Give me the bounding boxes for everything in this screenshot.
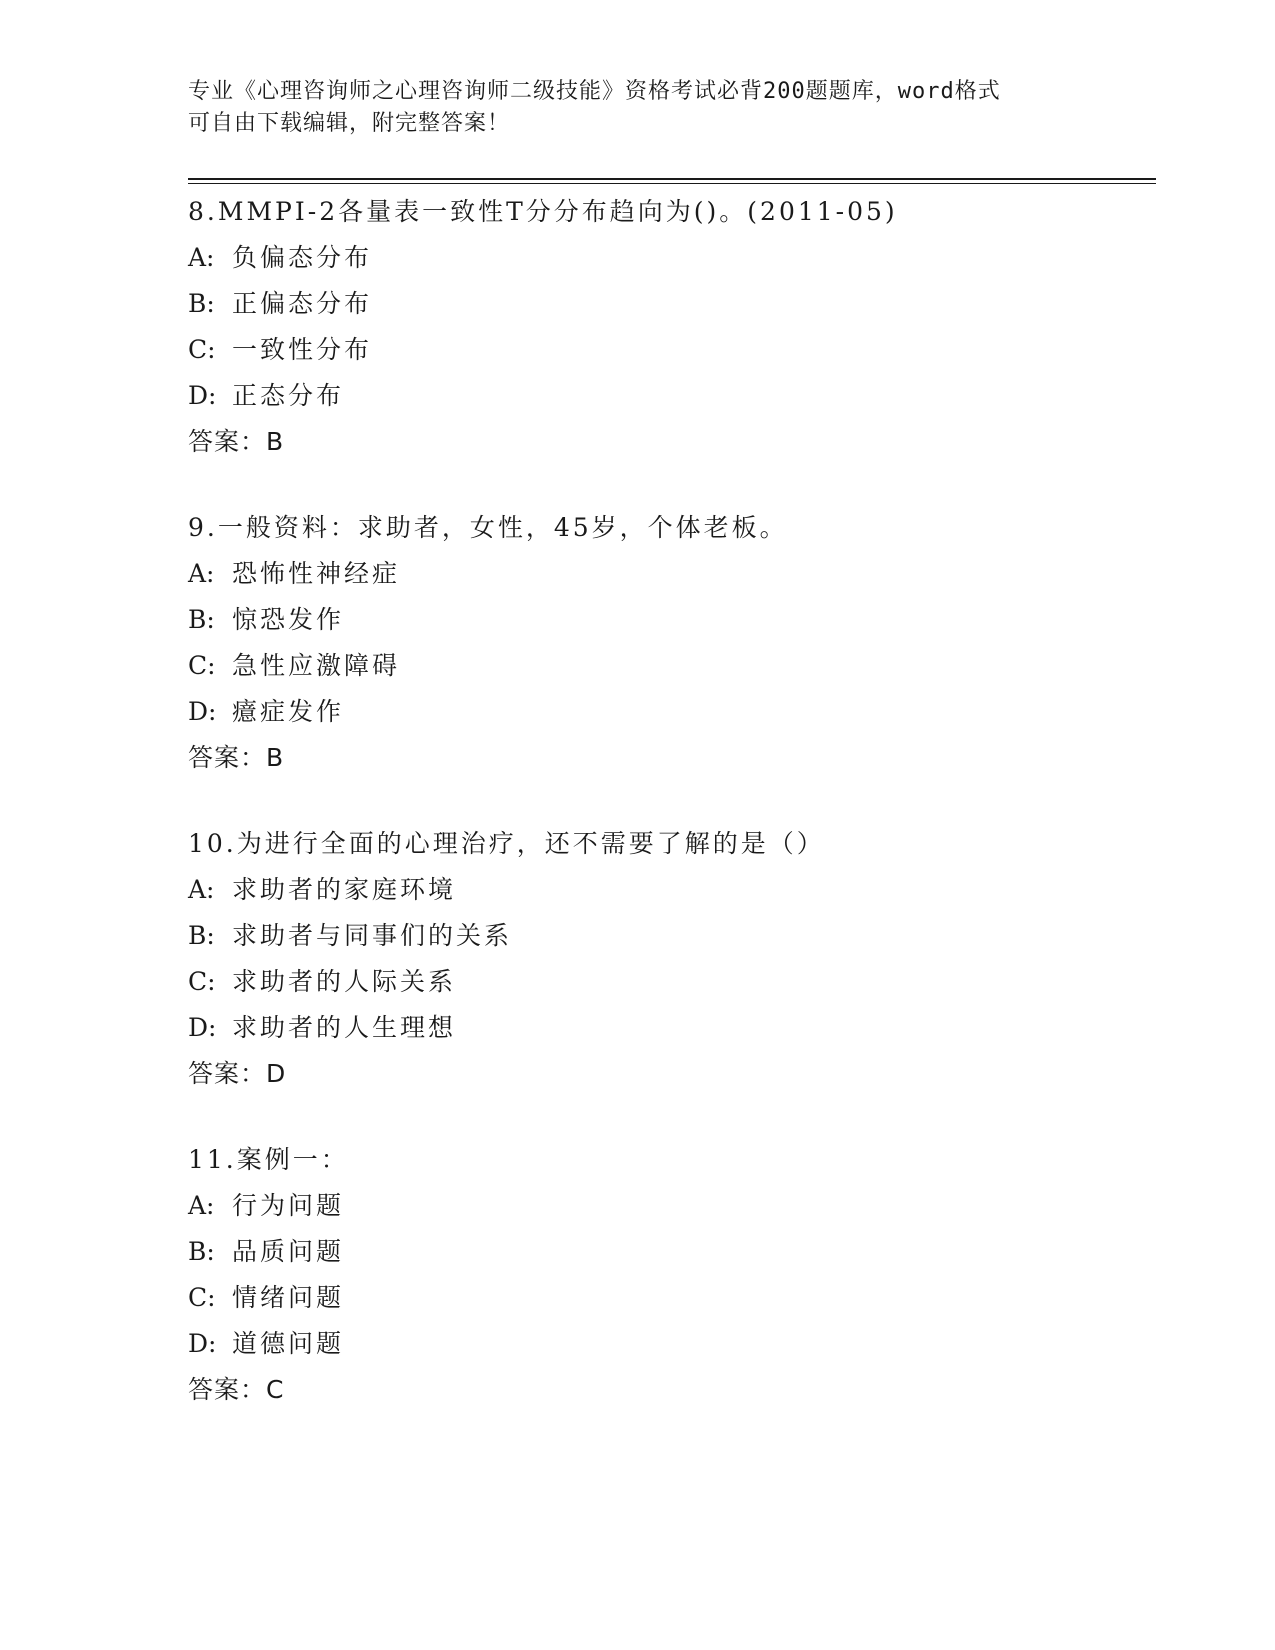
question-9 [188, 505, 1148, 781]
option-text: 求助者的人生理想 [232, 1013, 457, 1042]
option-b [188, 281, 1148, 327]
option-key: D: [188, 381, 217, 410]
option-key: D: [188, 697, 217, 726]
answer-line: 答案：C [188, 1375, 285, 1404]
option-key: D: [188, 1013, 217, 1042]
option-key: A: [188, 875, 215, 904]
option-key: C: [188, 1283, 216, 1312]
option-text: 行为问题 [232, 1191, 345, 1220]
option-text: 求助者的家庭环境 [232, 875, 457, 904]
option-key: A: [188, 1191, 215, 1220]
question-10 [188, 821, 1148, 1097]
option-text: 恐怖性神经症 [232, 559, 401, 588]
option-text: 一致性分布 [232, 335, 373, 364]
option-key: C: [188, 967, 216, 996]
answer-line: 答案：D [188, 1059, 287, 1088]
option-key: C: [188, 651, 216, 680]
option-text: 求助者与同事们的关系 [232, 921, 513, 950]
header-line-2: 可自由下载编辑，附完整答案！ [188, 111, 511, 136]
option-text: 负偏态分布 [232, 243, 373, 272]
option-key: D: [188, 1329, 217, 1358]
header-divider-thin [188, 183, 1156, 184]
option-text: 急性应激障碍 [232, 651, 401, 680]
option-b [188, 597, 1148, 643]
question-title: 8.MMPI-2各量表一致性T分分布趋向为()。(2011-05) [188, 197, 898, 226]
option-a [188, 551, 1148, 597]
option-d [188, 1321, 1148, 1367]
header-line-1: 专业《心理咨询师之心理咨询师二级技能》资格考试必背200题题库，word格式 [188, 79, 1001, 104]
answer-line: 答案：B [188, 743, 285, 772]
document-header [188, 76, 1088, 140]
option-text: 品质问题 [232, 1237, 345, 1266]
option-c [188, 327, 1148, 373]
option-key: C: [188, 335, 216, 364]
option-a [188, 1183, 1148, 1229]
option-key: B: [188, 1237, 215, 1266]
option-b [188, 1229, 1148, 1275]
question-title: 9.一般资料：求助者，女性，45岁，个体老板。 [188, 513, 788, 542]
option-text: 求助者的人际关系 [232, 967, 457, 996]
option-key: A: [188, 559, 215, 588]
option-text: 道德问题 [232, 1329, 345, 1358]
option-key: B: [188, 921, 215, 950]
option-text: 癔症发作 [232, 697, 345, 726]
option-text: 惊恐发作 [232, 605, 345, 634]
header-divider-thick [188, 178, 1156, 180]
option-a [188, 235, 1148, 281]
option-b [188, 913, 1148, 959]
option-a [188, 867, 1148, 913]
option-key: B: [188, 605, 215, 634]
question-8 [188, 189, 1148, 465]
option-text: 正偏态分布 [232, 289, 373, 318]
option-c [188, 959, 1148, 1005]
option-key: B: [188, 289, 215, 318]
option-key: A: [188, 243, 215, 272]
answer-line: 答案：B [188, 427, 285, 456]
option-text: 情绪问题 [232, 1283, 345, 1312]
question-title: 10.为进行全面的心理治疗，还不需要了解的是（） [188, 829, 825, 858]
question-title: 11.案例一： [188, 1145, 349, 1174]
question-11 [188, 1137, 1148, 1413]
option-text: 正态分布 [232, 381, 345, 410]
option-c [188, 1275, 1148, 1321]
option-d [188, 689, 1148, 735]
option-d [188, 1005, 1148, 1051]
option-d [188, 373, 1148, 419]
option-c [188, 643, 1148, 689]
